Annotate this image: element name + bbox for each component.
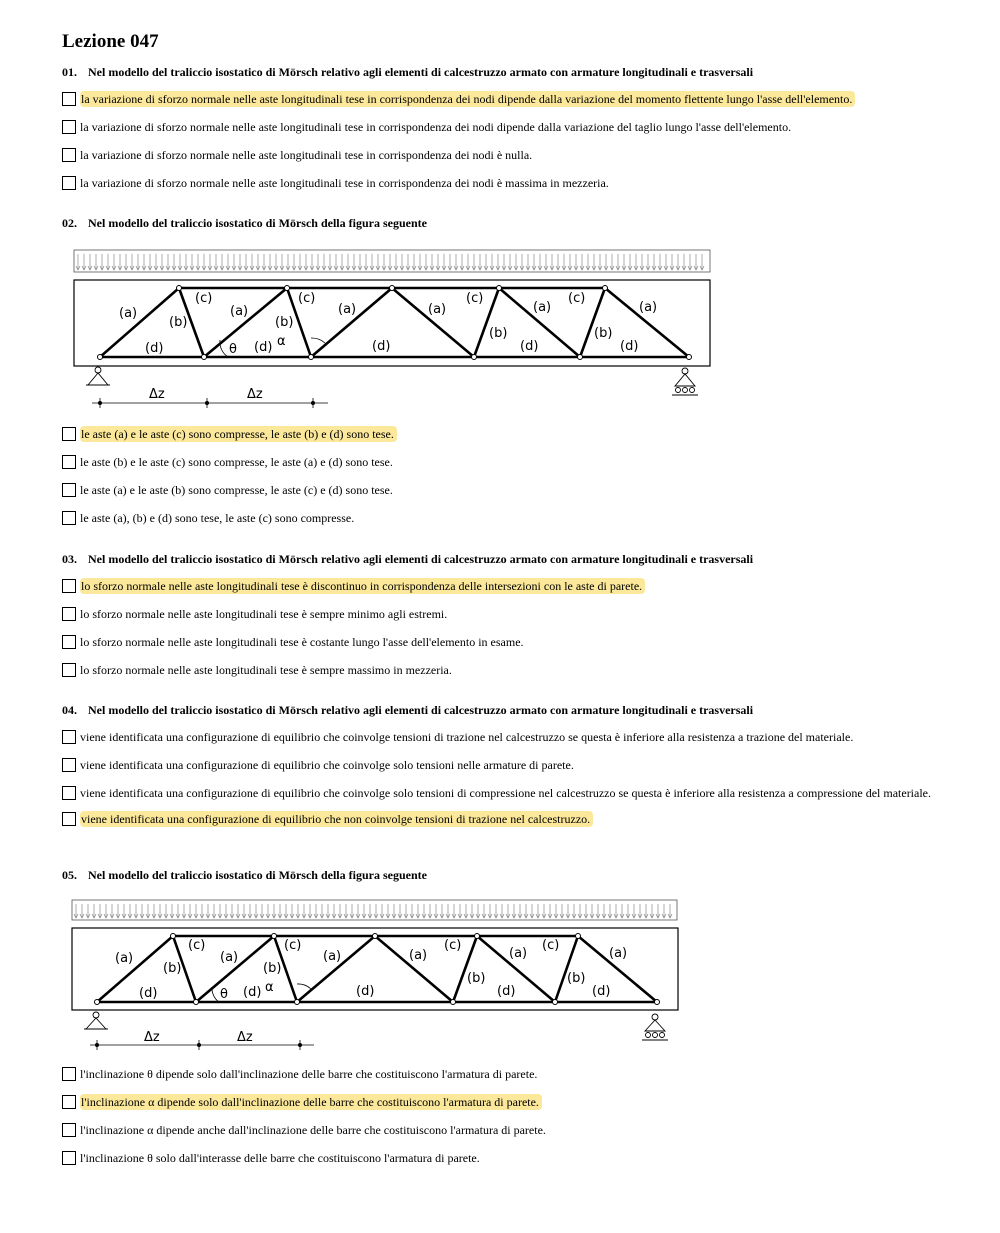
bar-label-c: (c) <box>568 291 586 306</box>
bar-label-b: (b) <box>275 315 294 330</box>
answer-option[interactable]: le aste (b) e le aste (c) sono compresse, le aste (a) e (d) sono tese. <box>62 455 942 471</box>
bar-label-b: (b) <box>163 961 182 976</box>
checkbox[interactable] <box>62 579 76 593</box>
checkbox[interactable] <box>62 427 76 441</box>
bar-label-d: (d) <box>243 985 262 1000</box>
bar-label-d: (d) <box>620 339 639 354</box>
question-02-options <box>62 427 942 527</box>
bar-label-a: (a) <box>509 946 528 961</box>
checkbox[interactable] <box>62 812 76 826</box>
question-03 <box>62 551 942 679</box>
checkbox[interactable] <box>62 1123 76 1137</box>
bar-label-a: (a) <box>323 949 342 964</box>
bar-label-d: (d) <box>356 984 375 999</box>
question-02 <box>62 215 942 231</box>
checkbox[interactable] <box>62 455 76 469</box>
answer-option[interactable]: lo sforzo normale nelle aste longitudinali tese è sempre massimo in mezzeria. <box>62 663 942 679</box>
bar-label-b: (b) <box>467 971 486 986</box>
checkbox[interactable] <box>62 758 76 772</box>
bar-label-b: (b) <box>169 315 188 330</box>
bar-label-a: (a) <box>639 300 658 315</box>
bar-label-a: (a) <box>409 948 428 963</box>
checkbox[interactable] <box>62 148 76 162</box>
answer-option[interactable]: viene identificata una configurazione di equilibrio che non coinvolge tensioni di trazione nel calcestruzzo. <box>62 812 942 828</box>
answer-option[interactable]: l'inclinazione θ dipende solo dall'inclinazione delle barre che costituiscono l'armatura di parete. <box>62 1067 942 1083</box>
answer-option[interactable]: lo sforzo normale nelle aste longitudinali tese è discontinuo in corrispondenza delle intersezioni con le aste di parete. <box>62 579 942 595</box>
answer-option[interactable]: la variazione di sforzo normale nelle aste longitudinali tese in corrispondenza dei nodi dipende dalla variazione del momento flettente lungo l'asse dell'elemento. <box>62 92 942 108</box>
bar-label-c: (c) <box>466 291 484 306</box>
bar-label-c: (c) <box>444 938 462 953</box>
answer-option[interactable]: la variazione di sforzo normale nelle aste longitudinali tese in corrispondenza dei nodi è nulla. <box>62 148 942 164</box>
question-05 <box>62 867 942 883</box>
answer-option[interactable]: viene identificata una configurazione di equilibrio che coinvolge solo tensioni nelle armature di parete. <box>62 758 942 774</box>
bar-label-a: (a) <box>533 300 552 315</box>
question-05-options <box>62 1067 942 1167</box>
bar-label-c: (c) <box>284 938 302 953</box>
question-header: 01. Nel modello del traliccio isostatico di Mörsch relativo agli elementi di calcestruzzo armato con armature longitudinali e trasversali <box>62 65 754 79</box>
bar-label-d: (d) <box>520 339 539 354</box>
theta-label: θ <box>220 987 228 1002</box>
bar-label-a: (a) <box>428 302 447 317</box>
answer-option[interactable]: l'inclinazione α dipende anche dall'inclinazione delle barre che costituiscono l'armatura di parete. <box>62 1123 942 1139</box>
pin-support-icon <box>84 1012 108 1029</box>
dz-label: Δz <box>144 1030 160 1045</box>
bar-label-a: (a) <box>230 304 249 319</box>
bar-label-a: (a) <box>220 950 239 965</box>
answer-option[interactable]: la variazione di sforzo normale nelle aste longitudinali tese in corrispondenza dei nodi è massima in mezzeria. <box>62 176 942 192</box>
question-header: 05. Nel modello del traliccio isostatico di Mörsch della figura seguente <box>62 868 427 882</box>
answer-option[interactable]: le aste (a), (b) e (d) sono tese, le aste (c) sono compresse. <box>62 511 942 527</box>
checkbox[interactable] <box>62 511 76 525</box>
bar-label-c: (c) <box>542 938 560 953</box>
roller-support-icon <box>672 368 698 395</box>
roller-support-icon <box>642 1014 668 1040</box>
checkbox[interactable] <box>62 176 76 190</box>
lesson-title: Lezione 047 <box>62 31 159 52</box>
checkbox[interactable] <box>62 483 76 497</box>
answer-option[interactable]: le aste (a) e le aste (b) sono compresse, le aste (c) e (d) sono tese. <box>62 483 942 499</box>
bar-label-d: (d) <box>592 984 611 999</box>
answer-option[interactable]: la variazione di sforzo normale nelle aste longitudinali tese in corrispondenza dei nodi dipende dalla variazione del taglio lungo l'asse dell'elemento. <box>62 120 942 136</box>
dz-label: Δz <box>237 1030 253 1045</box>
morsch-truss-figure-2 <box>62 895 692 1055</box>
question-header: 03. Nel modello del traliccio isostatico di Mörsch relativo agli elementi di calcestruzzo armato con armature longitudinali e trasversali <box>62 552 754 566</box>
answer-option[interactable]: lo sforzo normale nelle aste longitudinali tese è sempre minimo agli estremi. <box>62 607 942 623</box>
dz-label: Δz <box>149 387 165 402</box>
answer-option[interactable]: le aste (a) e le aste (c) sono compresse, le aste (b) e (d) sono tese. <box>62 427 942 443</box>
bar-label-c: (c) <box>298 291 316 306</box>
bar-label-b: (b) <box>263 961 282 976</box>
checkbox[interactable] <box>62 635 76 649</box>
bar-label-d: (d) <box>497 984 516 999</box>
question-header: 04. Nel modello del traliccio isostatico di Mörsch relativo agli elementi di calcestruzzo armato con armature longitudinali e trasversali <box>62 703 754 717</box>
bar-label-a: (a) <box>338 302 357 317</box>
alpha-label: α <box>265 980 274 995</box>
answer-option[interactable]: l'inclinazione α dipende solo dall'inclinazione delle barre che costituiscono l'armatura di parete. <box>62 1095 942 1111</box>
question-01 <box>62 64 942 192</box>
checkbox[interactable] <box>62 663 76 677</box>
bar-label-b: (b) <box>594 326 613 341</box>
checkbox[interactable] <box>62 607 76 621</box>
answer-option[interactable]: viene identificata una configurazione di equilibrio che coinvolge tensioni di trazione nel calcestruzzo se questa è inferiore alla resistenza a trazione del materiale. <box>62 730 942 746</box>
answer-option[interactable]: l'inclinazione θ solo dall'interasse delle barre che costituiscono l'armatura di parete. <box>62 1151 942 1167</box>
bar-label-d: (d) <box>139 986 158 1001</box>
bar-label-d: (d) <box>145 341 164 356</box>
checkbox[interactable] <box>62 1067 76 1081</box>
bar-label-b: (b) <box>567 971 586 986</box>
checkbox[interactable] <box>62 1095 76 1109</box>
alpha-label: α <box>277 334 286 349</box>
bar-label-b: (b) <box>489 326 508 341</box>
morsch-truss-figure-1 <box>62 245 722 410</box>
question-04 <box>62 702 942 828</box>
bar-label-d: (d) <box>372 339 391 354</box>
answer-option[interactable]: viene identificata una configurazione di equilibrio che coinvolge solo tensioni di compressione nel calcestruzzo se questa è inferiore alla resistenza a compressione del materiale. <box>62 786 942 802</box>
question-header: 02. Nel modello del traliccio isostatico di Mörsch della figura seguente <box>62 216 427 230</box>
checkbox[interactable] <box>62 786 76 800</box>
checkbox[interactable] <box>62 120 76 134</box>
theta-label: θ <box>229 342 237 357</box>
answer-option[interactable]: lo sforzo normale nelle aste longitudinali tese è costante lungo l'asse dell'elemento in esame. <box>62 635 942 651</box>
bar-label-c: (c) <box>195 291 213 306</box>
bar-label-a: (a) <box>119 306 138 321</box>
checkbox[interactable] <box>62 92 76 106</box>
bar-label-d: (d) <box>254 340 273 355</box>
checkbox[interactable] <box>62 1151 76 1165</box>
checkbox[interactable] <box>62 730 76 744</box>
bar-label-a: (a) <box>115 951 134 966</box>
dz-label: Δz <box>247 387 263 402</box>
pin-support-icon <box>86 367 110 385</box>
bar-label-a: (a) <box>609 946 628 961</box>
bar-label-c: (c) <box>188 938 206 953</box>
